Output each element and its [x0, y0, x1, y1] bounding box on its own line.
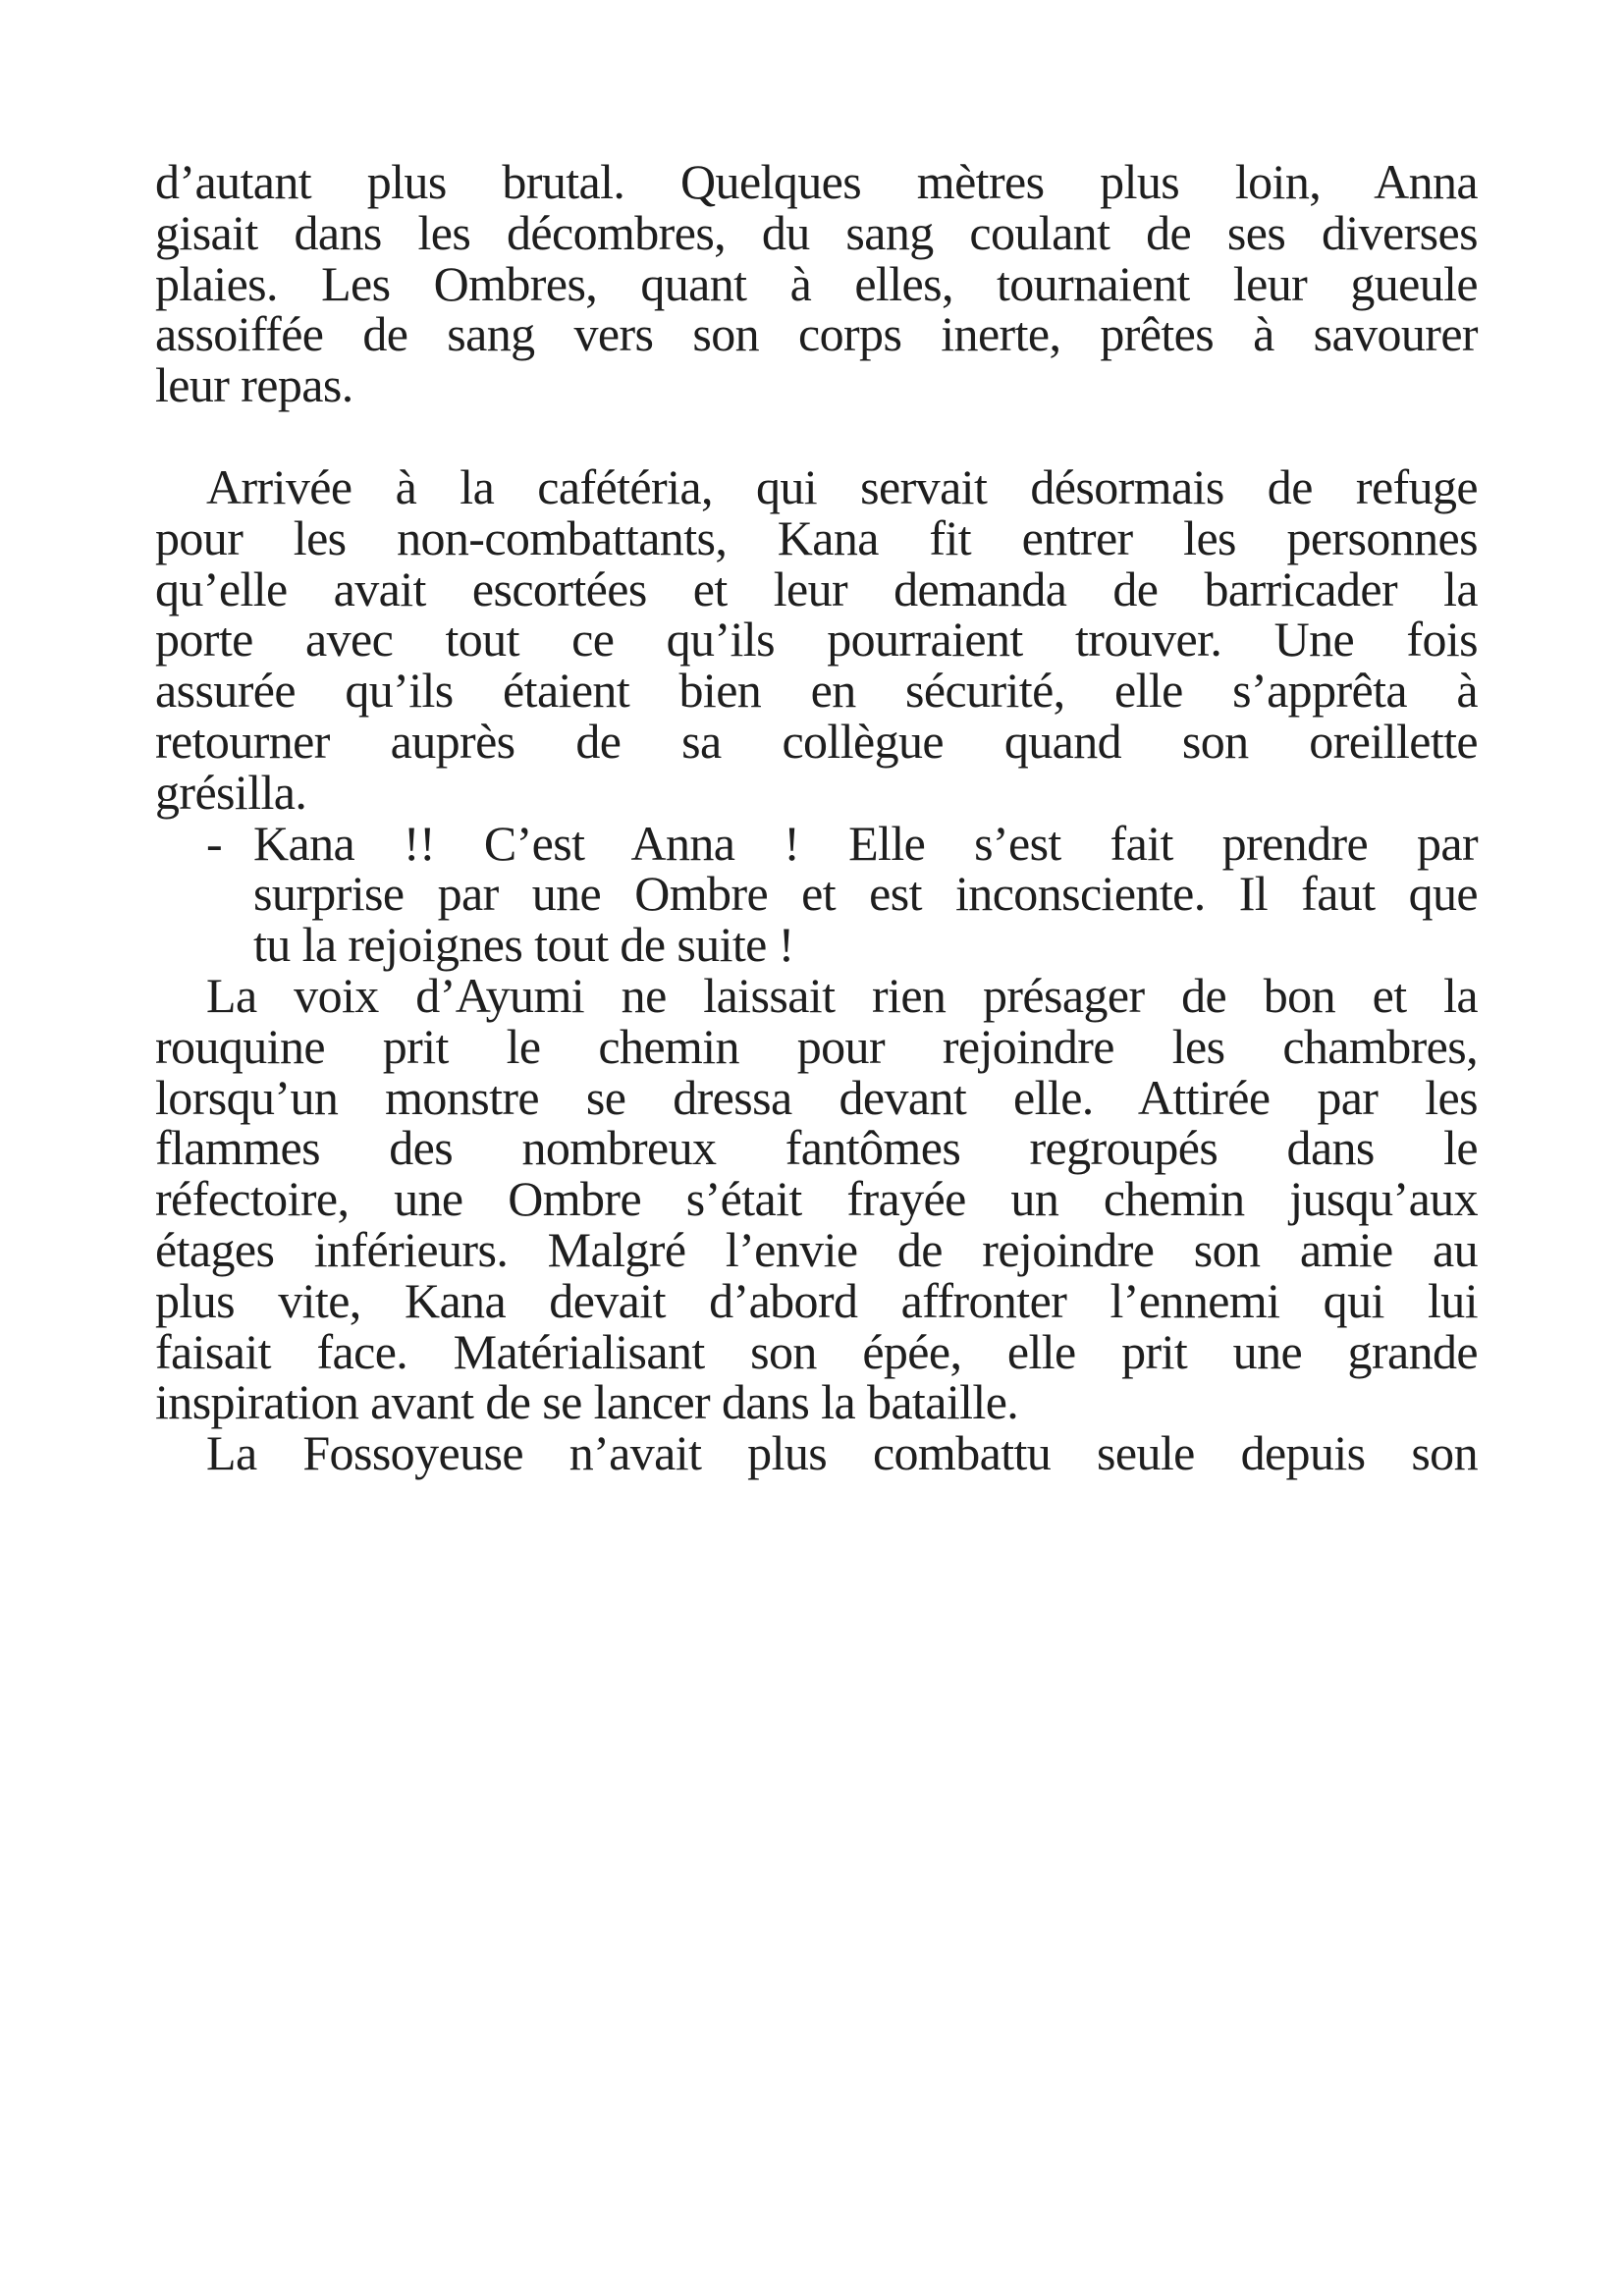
- text-line: pour les non-combattants, Kana fit entrer les personnes: [155, 509, 1478, 565]
- book-page: [155, 154, 1478, 1481]
- text-line: leur repas.: [155, 357, 353, 413]
- paragraph-3: [155, 967, 1478, 1430]
- dialogue-dash: -: [206, 815, 223, 871]
- paragraph-1: [155, 154, 1478, 413]
- text-line: plaies. Les Ombres, quant à elles, tournaient leur gueule: [155, 255, 1478, 311]
- text-line: faisait face. Matérialisant son épée, elle prit une grande: [155, 1323, 1478, 1379]
- text-line: qu’elle avait escortées et leur demanda de barricader la: [155, 561, 1478, 616]
- dialogue-line: tu la rejoignes tout de suite !: [253, 917, 794, 973]
- text-line: La voix d’Ayumi ne laissait rien présager de bon et la: [206, 967, 1478, 1023]
- text-line: Arrivée à la cafétéria, qui servait désormais de refuge: [206, 458, 1478, 514]
- text-line: assoiffée de sang vers son corps inerte, prêtes à savourer: [155, 306, 1478, 362]
- text-line: retourner auprès de sa collègue quand son oreillette: [155, 713, 1478, 769]
- text-line: d’autant plus brutal. Quelques mètres plus loin, Anna: [155, 154, 1478, 209]
- text-line: La Fossoyeuse n’avait plus combattu seule depuis son: [206, 1425, 1478, 1481]
- paragraph-4: [155, 1425, 1478, 1481]
- text-line: lorsqu’un monstre se dressa devant elle. Attirée par les: [155, 1069, 1478, 1125]
- text-line: porte avec tout ce qu’ils pourraient trouver. Une fois: [155, 612, 1478, 667]
- dialogue-block: [155, 815, 1478, 973]
- text-line: étages inférieurs. Malgré l’envie de rejoindre son amie au: [155, 1221, 1478, 1277]
- dialogue-line: Kana !! C’est Anna ! Elle s’est fait prendre par: [253, 815, 1478, 871]
- dialogue-line: surprise par une Ombre et est inconsciente. Il faut que: [253, 866, 1478, 922]
- text-line: gisait dans les décombres, du sang coulant de ses diverses: [155, 204, 1478, 260]
- text-line: rouquine prit le chemin pour rejoindre les chambres,: [155, 1018, 1478, 1074]
- text-line: réfectoire, une Ombre s’était frayée un chemin jusqu’aux: [155, 1171, 1478, 1227]
- text-line: inspiration avant de se lancer dans la bataille.: [155, 1374, 1019, 1430]
- text-line: plus vite, Kana devait d’abord affronter l’ennemi qui lui: [155, 1272, 1478, 1328]
- text-line: grésilla.: [155, 764, 307, 820]
- paragraph-2: [155, 458, 1478, 820]
- text-line: flammes des nombreux fantômes regroupés dans le: [155, 1120, 1478, 1176]
- paragraph-gap: [155, 411, 1478, 462]
- text-line: assurée qu’ils étaient bien en sécurité, elle s’apprêta à: [155, 663, 1478, 719]
